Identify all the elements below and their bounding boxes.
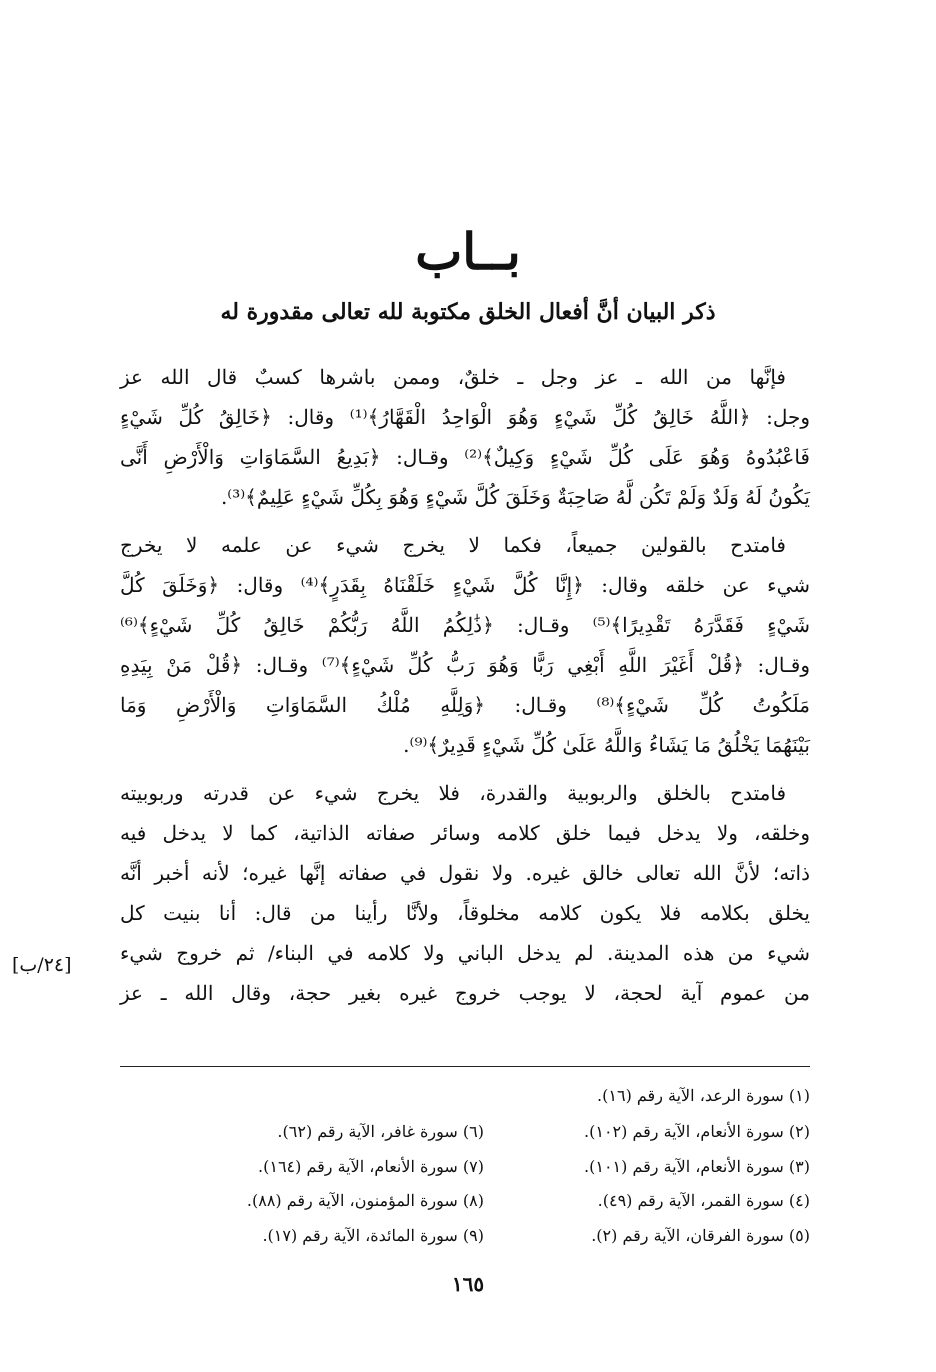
footnote-divider [120,1066,810,1067]
text-line: يخلق بكلامه فلا يكون كلامه مخلوقاً، ولأنَّا رأينا من قال: أنا بنيت كل [120,901,810,925]
text-line: مَلَكُوتُ كُلِّ شَيْءٍ﴾⁽⁸⁾ وقـال: ﴿وَلِلَّهِ مُلْكُ السَّمَاوَاتِ وَالْأَرْضِ وَمَا [120,693,810,717]
footnote-item [258,1155,484,1179]
footnote-text: سورة الأنعام، الآية رقم (١٠٢). [584,1122,784,1141]
text-line: فامتدح بالقولين جميعاً، فكما لا يخرج شيء عن علمه لا يخرج [120,533,786,557]
footnote-item [247,1189,484,1213]
chapter-subtitle: ذكر البيان أنَّ أفعال الخلق مكتوبة لله تعالى مقدورة له [220,299,716,325]
text-line: ذاته؛ لأنَّ الله تعالى خالق غيره. ولا نقول في صفاته إنَّها غيره؛ لأنه أخبر أنَّه [120,861,810,885]
footnote-number: (٣) [788,1157,810,1176]
footnote-text: سورة الأنعام، الآية رقم (١٦٤). [258,1157,458,1176]
text-line: فإنَّها من الله ـ عز وجل ـ خلقٌ، وممن باشرها كسبٌ قال الله عز [120,365,786,389]
text-line: فَاعْبُدُوهُ وَهُوَ عَلَى كُلِّ شَيْءٍ وَكِيلٌ﴾⁽²⁾ وقـال: ﴿بَدِيعُ السَّمَاوَاتِ وَالْأَرْضِ أَنَّى [120,445,810,469]
footnote-text: سورة الأنعام، الآية رقم (١٠١). [584,1157,784,1176]
footnote-item [597,1084,810,1108]
text-line: يَكُونُ لَهُ وَلَدٌ وَلَمْ تَكُن لَّهُ صَاحِبَةٌ وَخَلَقَ كُلَّ شَيْءٍ وَهُوَ بِكُلِّ شَيْءٍ عَلِيمٌ﴾⁽³⁾. [220,485,810,509]
footnote-item [584,1120,810,1144]
text-line: من عموم آية لحجة، لا يوجب خروج غيره بغير حجة، وقال الله ـ عز [120,981,810,1005]
text-line: شَيْءٍ فَقَدَّرَهُ تَقْدِيرًا﴾⁽⁵⁾ وقـال: ﴿ذَٰلِكُمُ اللَّهُ رَبُّكُمْ خَالِقُ كُلِّ شَيْءٍ﴾⁽⁶⁾ [120,613,810,637]
footnote-text: سورة المائدة، الآية رقم (١٧). [262,1226,458,1245]
footnote-text: سورة الرعد، الآية رقم (١٦). [597,1086,784,1105]
footnote-text: سورة القمر، الآية رقم (٤٩). [597,1191,784,1210]
footnote-number: (٧) [462,1157,484,1176]
footnote-number: (١) [788,1086,810,1105]
footnote-number: (٤) [788,1191,810,1210]
footnote-item [277,1120,484,1144]
footnote-item [598,1189,810,1213]
footnote-item [584,1155,810,1179]
text-line: بَيْنَهُمَا يَخْلُقُ مَا يَشَاءُ وَاللَّهُ عَلَىٰ كُلِّ شَيْءٍ قَدِيرٌ﴾⁽⁹⁾. [403,733,810,757]
chapter-title: بــاب [415,222,521,281]
footnote-number: (٦) [462,1122,484,1141]
footnote-number: (٢) [788,1122,810,1141]
footnote-number: (٩) [462,1226,484,1245]
footnote-text: سورة غافر، الآية رقم (٦٢). [277,1122,458,1141]
footnote-text: سورة المؤمنون، الآية رقم (٨٨). [246,1191,458,1210]
footnote-text: سورة الفرقان، الآية رقم (٢). [591,1226,784,1245]
text-line: شيء عن خلقه وقال: ﴿إِنَّا كُلَّ شَيْءٍ خَلَقْنَاهُ بِقَدَرٍ﴾⁽⁴⁾ وقال: ﴿وَخَلَقَ كُلَّ [120,573,810,597]
footnote-item [591,1224,810,1248]
footnote-number: (٨) [462,1191,484,1210]
manuscript-folio-note: [٢٤/ب] [12,954,72,976]
text-line: وقـال: ﴿قُلْ أَغَيْرَ اللَّهِ أَبْغِي رَبًّا وَهُوَ رَبُّ كُلِّ شَيْءٍ﴾⁽⁷⁾ وقـال: ﴿قُلْ مَنْ بِيَدِهِ [120,653,810,677]
text-line: وخلقه، ولا يدخل فيما خلق كلامه وسائر صفاته الذاتية، كما لا يدخل فيه [120,821,810,845]
footnote-item [262,1224,484,1248]
text-line: شيء من هذه المدينة. لم يدخل الباني ولا كلامه في البناء/ ثم خروج شيء [120,941,810,965]
page-number: ١٦٥ [451,1272,485,1296]
footnote-number: (٥) [788,1226,810,1245]
text-line: وجل: ﴿اللَّهُ خَالِقُ كُلِّ شَيْءٍ وَهُوَ الْوَاحِدُ الْقَهَّارُ﴾⁽¹⁾ وقال: ﴿خَالِقُ كُلِّ شَيْءٍ [120,405,810,429]
text-line: فامتدح بالخلق والربوبية والقدرة، فلا يخرج شيء عن قدرته وربوبيته [120,781,786,805]
